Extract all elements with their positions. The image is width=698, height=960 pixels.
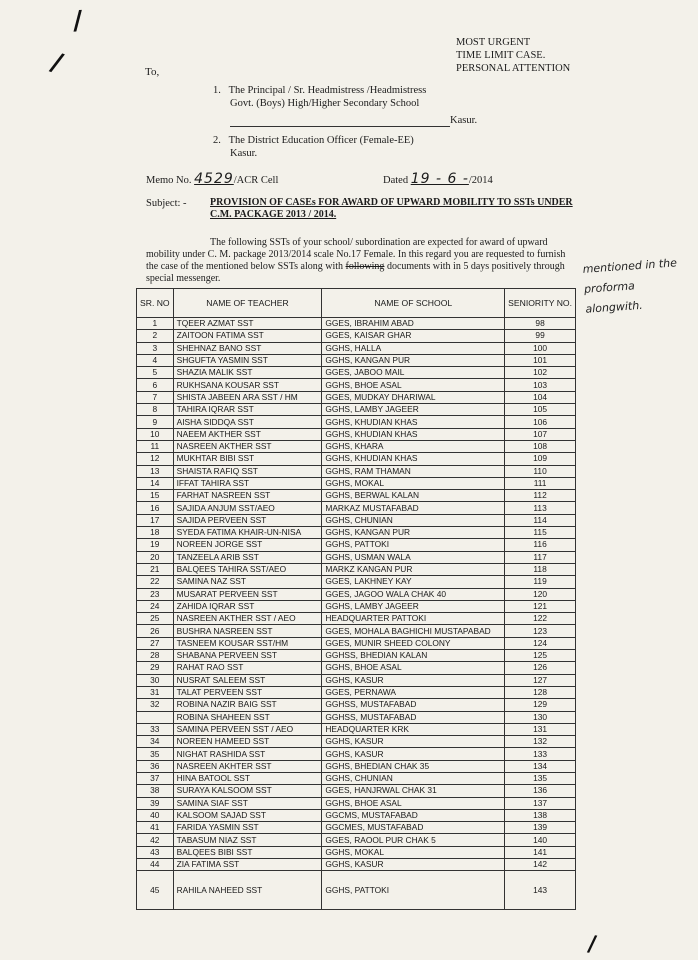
- to-label: To,: [145, 66, 160, 78]
- header-sr-no: SR. NO: [137, 289, 174, 318]
- cell-school-name: GGES, LAKHNEY KAY: [322, 576, 505, 588]
- table-row: [137, 354, 576, 366]
- cell-sr-no: 22: [137, 576, 174, 588]
- cell-seniority: 139: [505, 822, 576, 834]
- table-row: [137, 711, 576, 723]
- table-row: [137, 539, 576, 551]
- cell-seniority: 115: [505, 527, 576, 539]
- cell-teacher-name: SYEDA FATIMA KHAIR-UN-NISA: [173, 527, 322, 539]
- cell-seniority: 143: [505, 871, 576, 910]
- cell-school-name: GGCMS, MUSTAFABAD: [322, 809, 505, 821]
- cell-seniority: 118: [505, 563, 576, 575]
- table-row: [137, 465, 576, 477]
- cell-sr-no: 40: [137, 809, 174, 821]
- cell-school-name: GGES, MUNIR SHEED COLONY: [322, 637, 505, 649]
- cell-teacher-name: NASREEN AKTHER SST: [173, 440, 322, 452]
- table-row: [137, 625, 576, 637]
- cell-seniority: 141: [505, 846, 576, 858]
- cell-sr-no: 33: [137, 723, 174, 735]
- cell-seniority: 127: [505, 674, 576, 686]
- table-row: [137, 809, 576, 821]
- cell-seniority: 104: [505, 391, 576, 403]
- table-row: [137, 563, 576, 575]
- cell-school-name: GGHS, KHUDIAN KHAS: [322, 428, 505, 440]
- table-row: [137, 514, 576, 526]
- cell-seniority: 111: [505, 477, 576, 489]
- cell-school-name: GGHS, KHARA: [322, 440, 505, 452]
- cell-seniority: 108: [505, 440, 576, 452]
- addressee-line: Govt. (Boys) High/Higher Secondary School: [230, 98, 420, 109]
- body-text-part: documents with in 5 days positively through special messenger.: [146, 261, 565, 284]
- table-row: [137, 342, 576, 354]
- cell-school-name: GGES, JAGOO WALA CHAK 40: [322, 588, 505, 600]
- cell-school-name: GGHS, PATTOKI: [322, 871, 505, 910]
- pen-mark-icon: /: [72, 5, 84, 37]
- table-row: [137, 600, 576, 612]
- urgent-notice: [456, 36, 570, 75]
- blank-line: [230, 116, 450, 127]
- header-teacher-name: NAME OF TEACHER: [173, 289, 322, 318]
- cell-school-name: GGHS, MOKAL: [322, 846, 505, 858]
- cell-sr-no: 29: [137, 662, 174, 674]
- table-row: [137, 662, 576, 674]
- table-row: [137, 379, 576, 391]
- cell-sr-no: 17: [137, 514, 174, 526]
- table-row: [137, 551, 576, 563]
- table-row: [137, 846, 576, 858]
- body-text-part: The following SSTs of your school/ subordination are expected for award of upward mobility under C. M. package 2013/2014 scale No.17 Female. In this regard you are requested to furnish the case of the mentioned below SSTs along with: [146, 237, 566, 272]
- dated-handwritten-date: 19 - 6 -: [410, 171, 469, 187]
- cell-seniority: 101: [505, 354, 576, 366]
- cell-teacher-name: NIGHAT RASHIDA SST: [173, 748, 322, 760]
- cell-sr-no: 24: [137, 600, 174, 612]
- urgent-line: PERSONAL ATTENTION: [456, 63, 571, 74]
- cell-teacher-name: BALQEES BIBI SST: [173, 846, 322, 858]
- cell-school-name: GGES, MOHALA BAGHICHI MUSTAPABAD: [322, 625, 505, 637]
- table-row: [137, 650, 576, 662]
- cell-seniority: 138: [505, 809, 576, 821]
- cell-sr-no: 38: [137, 785, 174, 797]
- cell-teacher-name: RAHAT RAO SST: [173, 662, 322, 674]
- cell-seniority: 107: [505, 428, 576, 440]
- cell-teacher-name: SHABANA PERVEEN SST: [173, 650, 322, 662]
- cell-seniority: 140: [505, 834, 576, 846]
- cell-teacher-name: SAJIDA PERVEEN SST: [173, 514, 322, 526]
- cell-seniority: 136: [505, 785, 576, 797]
- cell-school-name: GGHS, LAMBY JAGEER: [322, 404, 505, 416]
- cell-sr-no: 20: [137, 551, 174, 563]
- cell-sr-no: 13: [137, 465, 174, 477]
- cell-teacher-name: HINA BATOOL SST: [173, 772, 322, 784]
- cell-school-name: GGHS, KHUDIAN KHAS: [322, 416, 505, 428]
- cell-sr-no: [137, 711, 174, 723]
- table-row: [137, 428, 576, 440]
- table-row: [137, 502, 576, 514]
- table-row: [137, 797, 576, 809]
- cell-seniority: 135: [505, 772, 576, 784]
- addressee-1: [213, 84, 477, 127]
- cell-teacher-name: SAMINA NAZ SST: [173, 576, 322, 588]
- cell-school-name: GGHS, BERWAL KALAN: [322, 490, 505, 502]
- memo-prefix: Memo No.: [146, 175, 192, 186]
- cell-teacher-name: NUSRAT SALEEM SST: [173, 674, 322, 686]
- pen-mark-icon: /: [47, 47, 67, 79]
- cell-seniority: 119: [505, 576, 576, 588]
- cell-teacher-name: TABASUM NIAZ SST: [173, 834, 322, 846]
- cell-seniority: 131: [505, 723, 576, 735]
- cell-teacher-name: TANZEELA ARIB SST: [173, 551, 322, 563]
- cell-seniority: 126: [505, 662, 576, 674]
- cell-teacher-name: NASREEN AKHTER SST: [173, 760, 322, 772]
- cell-school-name: GGES, PERNAWA: [322, 686, 505, 698]
- cell-school-name: GGHSS, MUSTAFABAD: [322, 699, 505, 711]
- cell-sr-no: 34: [137, 736, 174, 748]
- cell-teacher-name: SHAZIA MALIK SST: [173, 367, 322, 379]
- cell-teacher-name: ZIA FATIMA SST: [173, 859, 322, 871]
- cell-school-name: GGHS, KANGAN PUR: [322, 354, 505, 366]
- dated: [383, 171, 493, 187]
- cell-teacher-name: ROBINA NAZIR BAIG SST: [173, 699, 322, 711]
- cell-seniority: 113: [505, 502, 576, 514]
- cell-school-name: GGES, HANJRWAL CHAK 31: [322, 785, 505, 797]
- header-seniority: SENIORITY NO.: [505, 289, 576, 318]
- cell-sr-no: 36: [137, 760, 174, 772]
- cell-teacher-name: MUKHTAR BIBI SST: [173, 453, 322, 465]
- table-row: [137, 772, 576, 784]
- table-row: [137, 453, 576, 465]
- cell-sr-no: 6: [137, 379, 174, 391]
- cell-school-name: GGES, RAOOL PUR CHAK 5: [322, 834, 505, 846]
- cell-sr-no: 30: [137, 674, 174, 686]
- cell-school-name: GGES, MUDKAY DHARIWAL: [322, 391, 505, 403]
- cell-teacher-name: ROBINA SHAHEEN SST: [173, 711, 322, 723]
- cell-sr-no: 10: [137, 428, 174, 440]
- cell-sr-no: 2: [137, 330, 174, 342]
- cell-school-name: GGES, KAISAR GHAR: [322, 330, 505, 342]
- cell-sr-no: 43: [137, 846, 174, 858]
- cell-seniority: 133: [505, 748, 576, 760]
- cell-teacher-name: SAMINA SIAF SST: [173, 797, 322, 809]
- cell-school-name: GGHS, KHUDIAN KHAS: [322, 453, 505, 465]
- cell-school-name: GGHS, BHEDIAN CHAK 35: [322, 760, 505, 772]
- cell-teacher-name: NASREEN AKTHER SST / AEO: [173, 613, 322, 625]
- cell-seniority: 114: [505, 514, 576, 526]
- cell-school-name: GGHS, KANGAN PUR: [322, 527, 505, 539]
- cell-school-name: GGHS, KASUR: [322, 859, 505, 871]
- cell-seniority: 120: [505, 588, 576, 600]
- table-row: [137, 871, 576, 910]
- table-row: [137, 834, 576, 846]
- table-row: [137, 785, 576, 797]
- cell-school-name: GGHS, PATTOKI: [322, 539, 505, 551]
- cell-school-name: GGHS, BHOE ASAL: [322, 662, 505, 674]
- table-row: [137, 699, 576, 711]
- table-row: [137, 527, 576, 539]
- cell-sr-no: 4: [137, 354, 174, 366]
- cell-school-name: GGHS, KASUR: [322, 736, 505, 748]
- table-row: [137, 318, 576, 330]
- cell-sr-no: 32: [137, 699, 174, 711]
- cell-teacher-name: SHEHNAZ BANO SST: [173, 342, 322, 354]
- cell-teacher-name: KALSOOM SAJAD SST: [173, 809, 322, 821]
- cell-seniority: 98: [505, 318, 576, 330]
- body-paragraph: [146, 237, 576, 285]
- cell-seniority: 105: [505, 404, 576, 416]
- cell-sr-no: 14: [137, 477, 174, 489]
- cell-sr-no: 5: [137, 367, 174, 379]
- table-header-row: [137, 289, 576, 318]
- urgent-line: TIME LIMIT CASE.: [456, 50, 546, 61]
- table-row: [137, 748, 576, 760]
- table-row: [137, 588, 576, 600]
- cell-sr-no: 19: [137, 539, 174, 551]
- cell-teacher-name: FARIDA YASMIN SST: [173, 822, 322, 834]
- cell-sr-no: 28: [137, 650, 174, 662]
- teachers-table: [136, 288, 576, 910]
- cell-seniority: 125: [505, 650, 576, 662]
- cell-sr-no: 31: [137, 686, 174, 698]
- cell-teacher-name: TALAT PERVEEN SST: [173, 686, 322, 698]
- cell-teacher-name: RAHILA NAHEED SST: [173, 871, 322, 910]
- cell-school-name: GGHS, HALLA: [322, 342, 505, 354]
- cell-school-name: GGHS, KASUR: [322, 748, 505, 760]
- cell-teacher-name: NOREEN JORGE SST: [173, 539, 322, 551]
- cell-sr-no: 41: [137, 822, 174, 834]
- table-row: [137, 440, 576, 452]
- cell-school-name: GGHS, BHOE ASAL: [322, 797, 505, 809]
- cell-seniority: 100: [505, 342, 576, 354]
- cell-seniority: 102: [505, 367, 576, 379]
- cell-sr-no: 25: [137, 613, 174, 625]
- cell-seniority: 117: [505, 551, 576, 563]
- table-row: [137, 391, 576, 403]
- table-row: [137, 477, 576, 489]
- addressee-line: Kasur.: [230, 148, 258, 159]
- pen-mark-icon: /: [586, 931, 598, 958]
- addressee-line: The District Education Officer (Female-EE): [228, 135, 414, 146]
- cell-school-name: GGHSS, MUSTAFABAD: [322, 711, 505, 723]
- cell-seniority: 128: [505, 686, 576, 698]
- cell-seniority: 137: [505, 797, 576, 809]
- cell-teacher-name: NAEEM AKTHER SST: [173, 428, 322, 440]
- cell-seniority: 122: [505, 613, 576, 625]
- cell-teacher-name: SHGUFTA YASMIN SST: [173, 354, 322, 366]
- cell-seniority: 129: [505, 699, 576, 711]
- cell-teacher-name: BALQEES TAHIRA SST/AEO: [173, 563, 322, 575]
- cell-seniority: 106: [505, 416, 576, 428]
- cell-teacher-name: SHISTA JABEEN ARA SST / HM: [173, 391, 322, 403]
- cell-teacher-name: BUSHRA NASREEN SST: [173, 625, 322, 637]
- cell-teacher-name: NOREEN HAMEED SST: [173, 736, 322, 748]
- cell-school-name: GGHS, CHUNIAN: [322, 514, 505, 526]
- dated-year: /2014: [468, 175, 493, 186]
- cell-sr-no: 8: [137, 404, 174, 416]
- cell-sr-no: 45: [137, 871, 174, 910]
- cell-school-name: GGES, JABOO MAIL: [322, 367, 505, 379]
- cell-school-name: MARKZ KANGAN PUR: [322, 563, 505, 575]
- cell-seniority: 103: [505, 379, 576, 391]
- cell-sr-no: 23: [137, 588, 174, 600]
- table-row: [137, 416, 576, 428]
- cell-seniority: 132: [505, 736, 576, 748]
- cell-sr-no: 15: [137, 490, 174, 502]
- cell-school-name: GGHS, CHUNIAN: [322, 772, 505, 784]
- table-row: [137, 859, 576, 871]
- cell-teacher-name: RUKHSANA KOUSAR SST: [173, 379, 322, 391]
- cell-seniority: 124: [505, 637, 576, 649]
- cell-school-name: GGHS, MOKAL: [322, 477, 505, 489]
- subject-text: PROVISION OF CASEs FOR AWARD OF UPWARD MOBILITY TO SSTs UNDER C.M. PACKAGE 2013 / 2014.: [210, 197, 573, 220]
- body-struck-word: following: [345, 261, 385, 272]
- cell-seniority: 142: [505, 859, 576, 871]
- cell-sr-no: 37: [137, 772, 174, 784]
- table-row: [137, 760, 576, 772]
- cell-seniority: 121: [505, 600, 576, 612]
- cell-teacher-name: SAMINA PERVEEN SST / AEO: [173, 723, 322, 735]
- cell-sr-no: 9: [137, 416, 174, 428]
- handwritten-margin-note: mentioned in the proforma alongwith.: [582, 256, 678, 316]
- cell-school-name: GGES, IBRAHIM ABAD: [322, 318, 505, 330]
- cell-school-name: GGCMES, MUSTAFABAD: [322, 822, 505, 834]
- cell-teacher-name: FARHAT NASREEN SST: [173, 490, 322, 502]
- cell-teacher-name: SAJIDA ANJUM SST/AEO: [173, 502, 322, 514]
- cell-sr-no: 12: [137, 453, 174, 465]
- cell-school-name: GGHS, RAM THAMAN: [322, 465, 505, 477]
- cell-school-name: HEADQUARTER KRK: [322, 723, 505, 735]
- cell-seniority: 116: [505, 539, 576, 551]
- cell-school-name: MARKAZ MUSTAFABAD: [322, 502, 505, 514]
- table-row: [137, 736, 576, 748]
- cell-sr-no: 42: [137, 834, 174, 846]
- cell-teacher-name: TQEER AZMAT SST: [173, 318, 322, 330]
- urgent-line: MOST URGENT: [456, 37, 531, 48]
- cell-seniority: 110: [505, 465, 576, 477]
- cell-teacher-name: TAHIRA IQRAR SST: [173, 404, 322, 416]
- cell-school-name: GGHS, KASUR: [322, 674, 505, 686]
- cell-sr-no: 11: [137, 440, 174, 452]
- table-row: [137, 404, 576, 416]
- table-row: [137, 822, 576, 834]
- cell-sr-no: 35: [137, 748, 174, 760]
- table-row: [137, 637, 576, 649]
- cell-school-name: GGHS, LAMBY JAGEER: [322, 600, 505, 612]
- cell-sr-no: 1: [137, 318, 174, 330]
- table-row: [137, 674, 576, 686]
- cell-seniority: 130: [505, 711, 576, 723]
- cell-teacher-name: MUSARAT PERVEEN SST: [173, 588, 322, 600]
- subject-label: Subject: -: [146, 198, 187, 209]
- table-row: [137, 686, 576, 698]
- cell-teacher-name: ZAITOON FATIMA SST: [173, 330, 322, 342]
- cell-sr-no: 18: [137, 527, 174, 539]
- table-row: [137, 723, 576, 735]
- cell-seniority: 99: [505, 330, 576, 342]
- table-row: [137, 367, 576, 379]
- header-school-name: NAME OF SCHOOL: [322, 289, 505, 318]
- cell-school-name: GGHSS, BHEDIAN KALAN: [322, 650, 505, 662]
- cell-seniority: 134: [505, 760, 576, 772]
- cell-teacher-name: AISHA SIDDQA SST: [173, 416, 322, 428]
- cell-teacher-name: ZAHIDA IQRAR SST: [173, 600, 322, 612]
- cell-school-name: HEADQUARTER PATTOKI: [322, 613, 505, 625]
- addressee-number: 1.: [213, 85, 221, 96]
- memo-suffix: /ACR Cell: [233, 175, 279, 186]
- addressee-suffix: Kasur.: [450, 115, 478, 126]
- memo-handwritten-number: 4529: [194, 171, 234, 187]
- dated-prefix: Dated: [383, 175, 409, 186]
- cell-school-name: GGHS, USMAN WALA: [322, 551, 505, 563]
- cell-teacher-name: TASNEEM KOUSAR SST/HM: [173, 637, 322, 649]
- cell-sr-no: 26: [137, 625, 174, 637]
- cell-sr-no: 27: [137, 637, 174, 649]
- cell-sr-no: 21: [137, 563, 174, 575]
- cell-teacher-name: SURAYA KALSOOM SST: [173, 785, 322, 797]
- cell-seniority: 109: [505, 453, 576, 465]
- cell-seniority: 112: [505, 490, 576, 502]
- table-row: [137, 330, 576, 342]
- cell-teacher-name: SHAISTA RAFIQ SST: [173, 465, 322, 477]
- addressee-2: [213, 134, 414, 160]
- table-row: [137, 490, 576, 502]
- cell-sr-no: 3: [137, 342, 174, 354]
- memo-number: [146, 171, 278, 187]
- cell-sr-no: 39: [137, 797, 174, 809]
- cell-sr-no: 44: [137, 859, 174, 871]
- table-row: [137, 613, 576, 625]
- cell-school-name: GGHS, BHOE ASAL: [322, 379, 505, 391]
- cell-teacher-name: IFFAT TAHIRA SST: [173, 477, 322, 489]
- cell-sr-no: 7: [137, 391, 174, 403]
- table-row: [137, 576, 576, 588]
- addressee-line: The Principal / Sr. Headmistress /Headmistress: [228, 85, 427, 96]
- addressee-number: 2.: [213, 135, 221, 146]
- cell-seniority: 123: [505, 625, 576, 637]
- cell-sr-no: 16: [137, 502, 174, 514]
